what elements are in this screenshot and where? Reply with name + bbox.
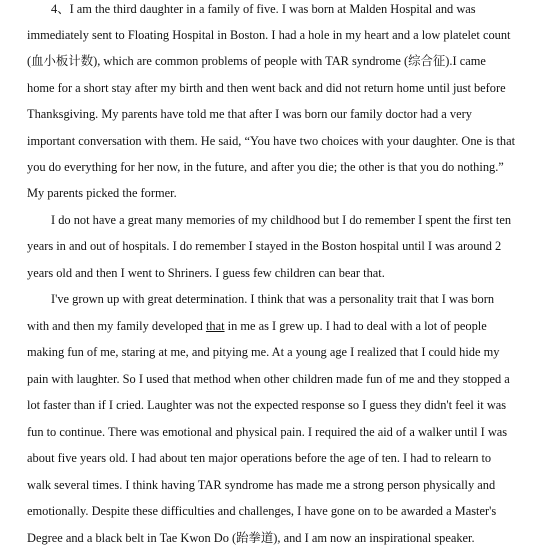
text-line: immediately sent to Floating Hospital in Boston. I had a hole in my heart and a low platelet count: [27, 28, 511, 42]
underlined-word: that: [205, 319, 225, 333]
text-line: home for a short stay after my birth and then went back and did not return home until just before: [27, 81, 506, 95]
text-line: making fun of me, staring at me, and pitying me. At a young age I realized that I could hide my: [27, 345, 500, 359]
text-line: pain with laughter. So I used that method when other children made fun of me and they stopped a: [27, 372, 510, 386]
text-line: you do everything for her now, in the future, and after you die; the other is that you do nothing.”: [27, 160, 504, 174]
text-line: I do not have a great many memories of my childhood but I do remember I spent the first ten: [51, 213, 512, 227]
text-segment: in me as I grew up. I had to deal with a lot of people: [224, 319, 487, 333]
text-line: 4、I am the third daughter in a family of five. I was born at Malden Hospital and was: [51, 2, 476, 16]
text-line: walk several times. I think having TAR syndrome has made me a strong person physically and: [27, 478, 496, 492]
text-line: My parents picked the former.: [27, 186, 177, 200]
text-line: important conversation with them. He said, “You have two choices with your daughter. One is that: [27, 134, 516, 148]
text-line: about five years old. I had about ten major operations before the age of ten. I had to relearn to: [27, 451, 492, 465]
text-line: (血小板计数), which are common problems of people with TAR syndrome (综合征).I came: [27, 54, 486, 68]
text-line: years in and out of hospitals. I do remember I stayed in the Boston hospital until I was around 2: [27, 239, 502, 253]
text-line: Thanksgiving. My parents have told me that after I was born our family doctor had a very: [27, 107, 472, 121]
text-line: I've grown up with great determination. I think that was a personality trait that I was born: [51, 292, 495, 306]
text-segment: with and then my family developed: [27, 319, 206, 333]
text-line: [27, 318, 487, 334]
text-line: emotionally. Despite these difficulties and challenges, I have gone on to be awarded a Master's: [27, 504, 497, 518]
text-line: Degree and a black belt in Tae Kwon Do (跆拳道), and I am now an inspirational speaker.: [27, 531, 475, 545]
text-line: fun to continue. There was emotional and physical pain. I required the aid of a walker until I was: [27, 425, 508, 439]
text-line: lot faster than if I cried. Laughter was not the expected response so I guess they didn't feel it was: [27, 398, 507, 412]
text-line: years old and then I went to Shriners. I guess few children can bear that.: [27, 266, 385, 280]
